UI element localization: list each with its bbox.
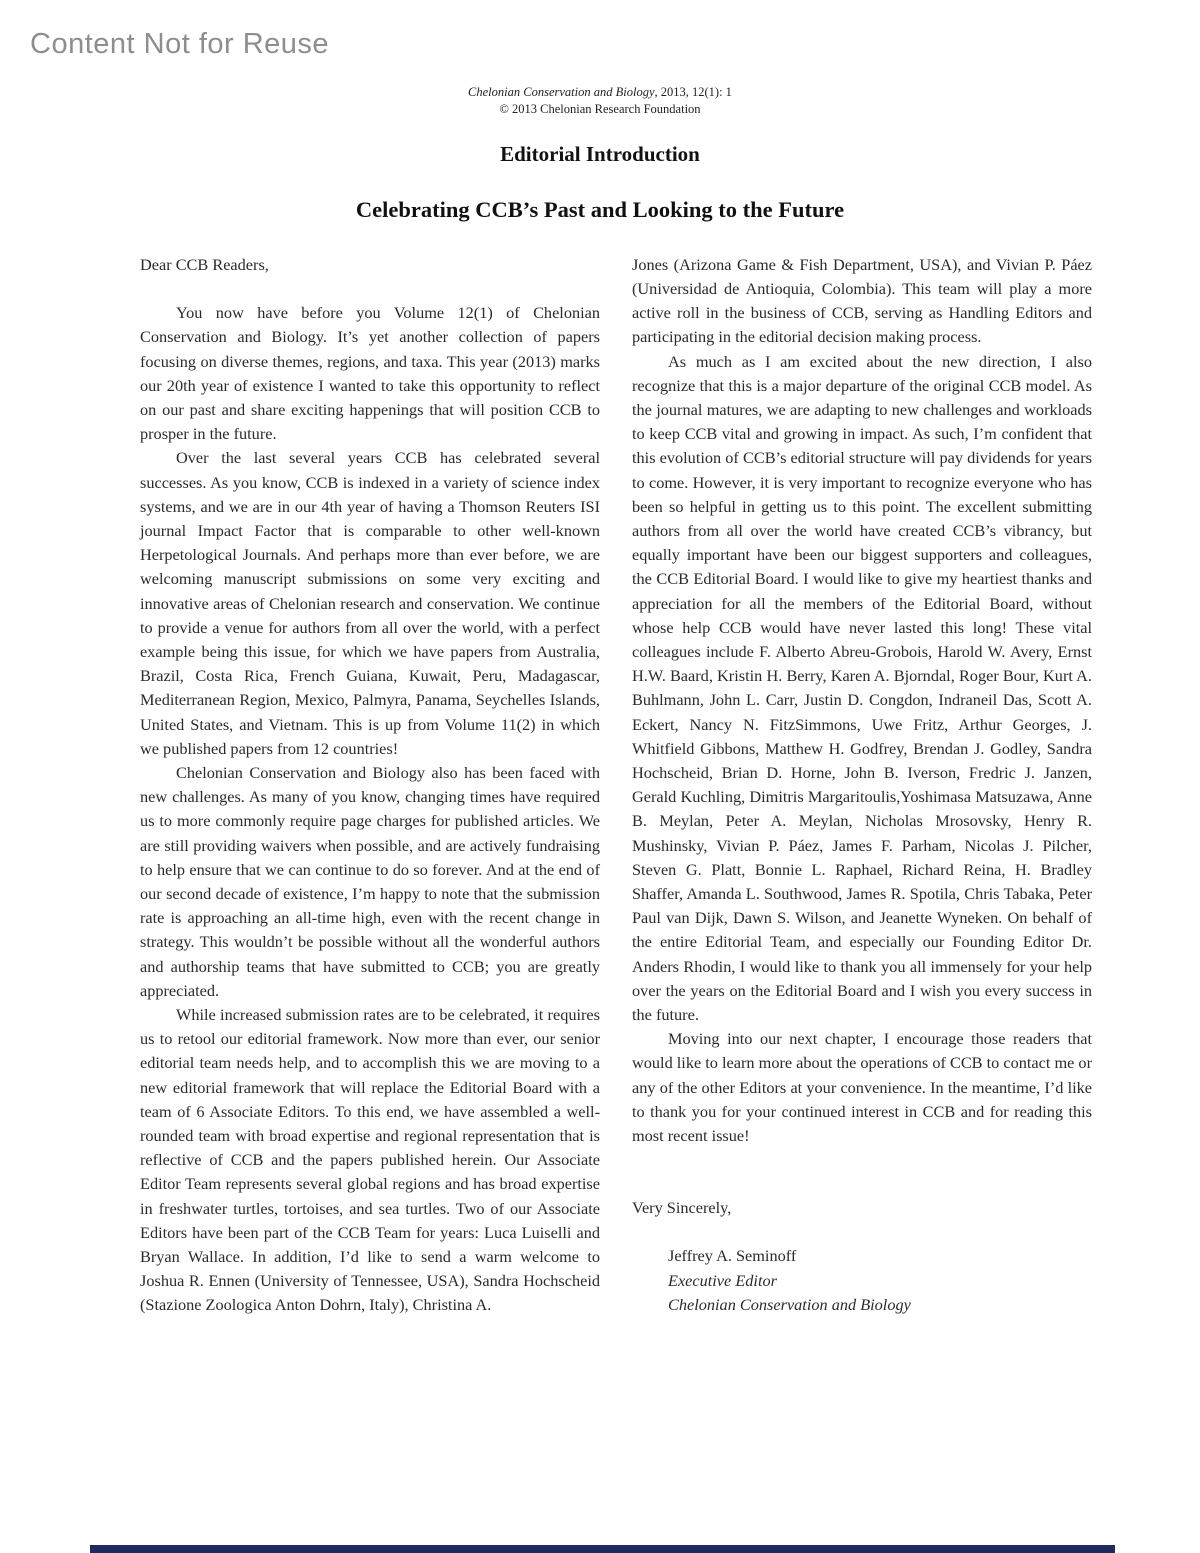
closing: Very Sincerely, [632, 1198, 732, 1218]
two-column-body [140, 253, 1092, 1318]
paragraph: While increased submission rates are to be celebrated, it requires us to retool our editorial framework. Now more than ever, our senior editorial team needs help, and to accomplish this we are moving to a new editorial framework that will replace the Editorial Board with a team of 6 Associate Editors. To this end, we have assembled a well-rounded team with broad expertise and regional representation that is reflective of CCB and the papers published herein. Our Associate Editor Team represents several global regions and has broad expertise in freshwater turtles, tortoises, and sea turtles. Two of our Associate Editors have been part of the CCB Team for years: Luca Luiselli and Bryan Wallace. In addition, I’d like to send a warm welcome to Joshua R. Ennen (University of Tennessee, USA), Sandra Hochscheid (Stazione Zoologica Anton Dohrn, Italy), Christina A. [140, 1005, 600, 1315]
copyright-line: © 2013 Chelonian Research Foundation [499, 101, 701, 116]
signature-name: Jeffrey A. Seminoff [668, 1246, 797, 1266]
paragraph: You now have before you Volume 12(1) of Chelonian Conservation and Biology. It’s yet another collection of papers focusing on diverse themes, regions, and taxa. This year (2013) marks our 20th year of existence I wanted to take this opportunity to reflect on our past and share exciting happenings that will position CCB to prosper in the future. [140, 303, 600, 444]
right-column [632, 253, 1092, 1318]
left-column [140, 253, 600, 1318]
paragraph: As much as I am excited about the new direction, I also recognize that this is a major departure of the original CCB model. As the journal matures, we are adapting to new challenges and workloads to keep CCB vital and growing in impact. As such, I’m confident that this evolution of CCB’s editorial structure will pay dividends for years to come. However, it is very important to recognize everyone who has been so helpful in getting us to this point. The excellent submitting authors from all over the world have created CCB’s vibrancy, but equally important have been our biggest supporters and colleagues, the CCB Editorial Board. I would like to give my heartiest thanks and appreciation for all the members of the Editorial Board, without whose help CCB would have never lasted this long! These vital colleagues include F. Alberto Abreu-Grobois, Harold W. Avery, Ernst H.W. Baard, Kristin H. Berry, Karen A. Bjorndal, Roger Bour, Kurt A. Buhlmann, John L. Carr, Justin D. Congdon, Indraneil Das, Scott A. Eckert, Nancy N. FitzSimmons, Uwe Fritz, Arthur Georges, J. Whitfield Gibbons, Matthew H. Godfrey, Brendan J. Godley, Sandra Hochscheid, Brian D. Horne, John B. Iverson, Fredric J. Janzen, Gerald Kuchling, Dimitris Margaritoulis,Yoshimasa Matsuzawa, Anne B. Meylan, Peter A. Meylan, Nicholas Mrosovsky, Henry R. Mushinsky, Vivian P. Páez, James F. Parham, Nicolas J. Pilcher, Steven G. Platt, Bonnie L. Raphael, Richard Reina, H. Bradley Shaffer, Amanda L. Southwood, James R. Spotila, Chris Tabaka, Peter Paul van Dijk, Dawn S. Wilson, and Jeanette Wyneken. On behalf of the entire Editorial Team, and especially our Founding Editor Dr. Anders Rhodin, I would like to thank you all immensely for your help over the years on the Editorial Board and I wish you every success in the future. [632, 351, 1092, 1025]
paragraph: Over the last several years CCB has celebrated several successes. As you know, CCB is indexed in a variety of science index systems, and we are in our 4th year of having a Thomson Reuters ISI journal Impact Factor that is comparable to other well-known Herpetological Journals. And perhaps more than ever before, we are welcoming manuscript submissions on some very exciting and innovative areas of Chelonian research and conservation. We continue to provide a venue for authors from all over the world, with a perfect example being this issue, for which we have papers from Australia, Brazil, Costa Rica, French Guiana, Kuwait, Peru, Madagascar, Mediterranean Region, Mexico, Palmyra, Panama, Seychelles Islands, United States, and Vietnam. This is up from Volume 11(2) in which we published papers from 12 countries! [140, 448, 600, 758]
paragraph: Chelonian Conservation and Biology also has been faced with new challenges. As many of you know, changing times have required us to more commonly require page charges for published articles. We are still providing waivers when possible, and are actively fundraising to help ensure that we can continue to do so forever. And at the end of our second decade of existence, I’m happy to note that the submission rate is approaching an all-time high, even with the recent change in strategy. This wouldn’t be possible without all the wonderful authors and authorship teams that have submitted to CCB; you are greatly appreciated. [140, 763, 600, 1000]
signature-affiliation: Chelonian Conservation and Biology [668, 1294, 911, 1314]
paragraph: Moving into our next chapter, I encourage those readers that would like to learn more about the operations of CCB to contact me or any of the other Editors at your convenience. In the meantime, I’d like to thank you for your continued interest in CCB and for reading this most recent issue! [632, 1029, 1092, 1146]
footer-bar [90, 1545, 1115, 1553]
watermark-content-not-for-reuse: Content Not for Reuse [30, 28, 330, 60]
journal-name: Chelonian Conservation and Biology [468, 85, 655, 99]
signature-block [632, 1244, 1092, 1317]
signature-role: Executive Editor [668, 1270, 777, 1290]
paragraph-continued: Jones (Arizona Game & Fish Department, USA), and Vivian P. Páez (Universidad de Antioquia, Colombia). This team will play a more active roll in the business of CCB, serving as Handling Editors and participating in the editorial decision making process. [632, 254, 1092, 347]
section-heading: Editorial Introduction [500, 141, 700, 166]
journal-citation [0, 84, 1200, 101]
salutation: Dear CCB Readers, [140, 254, 269, 274]
article-title: Celebrating CCB’s Past and Looking to the Future [355, 196, 845, 222]
journal-citation-detail: , 2013, 12(1): 1 [654, 85, 732, 99]
